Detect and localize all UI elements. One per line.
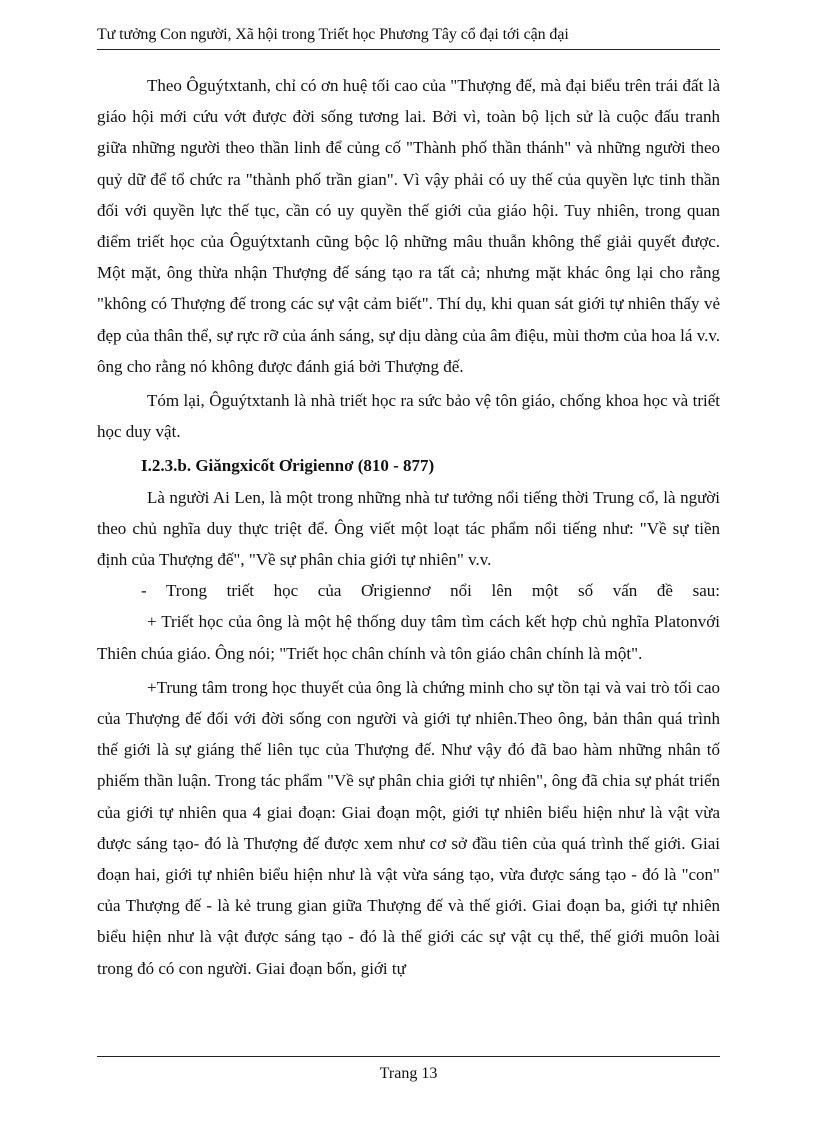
header-divider xyxy=(97,49,720,50)
paragraph-oguytxtanh-view: Theo Ôguýtxtanh, chỉ có ơn huệ tối cao của "Thượng đế, mà đại biểu trên trái đất là giáo hội mới cứu vớt được đời sống tương lai. Bởi vì, toàn bộ lịch sử là cuộc đấu tranh giữa những người theo thần linh để củng cố "Thành phố thần thánh" và những người theo quỷ dữ để tổ chức ra "thành phố trần gian". Vì vậy phải có uy thế của quyền lực tinh thần đối với quyền lực thế tục, cần có uy quyền thế giới của giáo hội. Tuy nhiên, trong quan điểm triết học của Ôguýtxtanh cũng bộc lộ những mâu thuẫn không thể giải quyết được. Một mặt, ông thừa nhận Thượng đế sáng tạo ra tất cả; nhưng mặt khác ông lại cho rằng "không có Thượng đế trong các sự vật cảm biết". Thí dụ, khi quan sát giới tự nhiên thấy vẻ đẹp của thân thể, sự rực rỡ của ánh sáng, sự dịu dàng của âm điệu, mùi thơm của hoa lá v.v. ông cho rằng nó không được đánh giá bởi Thượng đế. xyxy=(97,76,720,376)
paragraph-summary: Tóm lại, Ôguýtxtanh là nhà triết học ra sức bảo vệ tôn giáo, chống khoa học và triết học duy vật. xyxy=(97,391,720,442)
page-number: Trang 13 xyxy=(379,1065,438,1082)
paragraph-origienno-intro: Là người Ai Len, là một trong những nhà tư tưởng nổi tiếng thời Trung cổ, là người theo chủ nghĩa duy thực triệt để. Ông viết một loạt tác phẩm nổi tiếng như: "Về sự tiền định của Thượng đế", "Về sự phân chia giới tự nhiên" v.v. xyxy=(97,487,720,570)
paragraph-platonism: + Triết học của ông là một hệ thống duy tâm tìm cách kết hợp chủ nghĩa Platonvới Thiên chúa giáo. Ông nói; "Triết học chân chính và tôn giáo chân chính là một". xyxy=(97,612,720,663)
paragraph-issues-lead: - Trong triết học của Ơrigiennơ nổi lên một số vấn đề sau: xyxy=(141,581,720,601)
section-heading: I.2.3.b. Giăngxicốt Ơrigiennơ (810 - 877) xyxy=(141,456,435,476)
footer-divider xyxy=(97,1056,720,1057)
document-body xyxy=(97,70,720,984)
page-header: Tư tưởng Con người, Xã hội trong Triết học Phương Tây cổ đại tới cận đại xyxy=(97,26,569,43)
paragraph-four-stages: +Trung tâm trong học thuyết của ông là chứng minh cho sự tồn tại và vai trò tối cao của Thượng đế đối với đời sống con người và giới tự nhiên.Theo ông, bản thân quá trình thế giới là sự giáng thế liên tục của Thượng đế. Như vậy đó đã bao hàm những nhân tố phiếm thần luận. Trong tác phẩm "Về sự phân chia giới tự nhiên", ông đã chia sự phát triển của giới tự nhiên qua 4 giai đoạn: Giai đoạn một, giới tự nhiên biểu hiện như là vật vừa được sáng tạo- đó là Thượng đế được xem như cơ sở đầu tiên của quá trình thế giới. Giai đoạn hai, giới tự nhiên biểu hiện như là vật vừa sáng tạo, vừa được sáng tạo - đó là "con" của Thượng đế - là kẻ trung gian giữa Thượng đế và thế giới. Giai đoạn ba, giới tự nhiên biểu hiện như là vật được sáng tạo - đó là thế giới các sự vật cụ thể, thế giới muôn loài trong đó có con người. Giai đoạn bốn, giới tự xyxy=(97,677,720,978)
